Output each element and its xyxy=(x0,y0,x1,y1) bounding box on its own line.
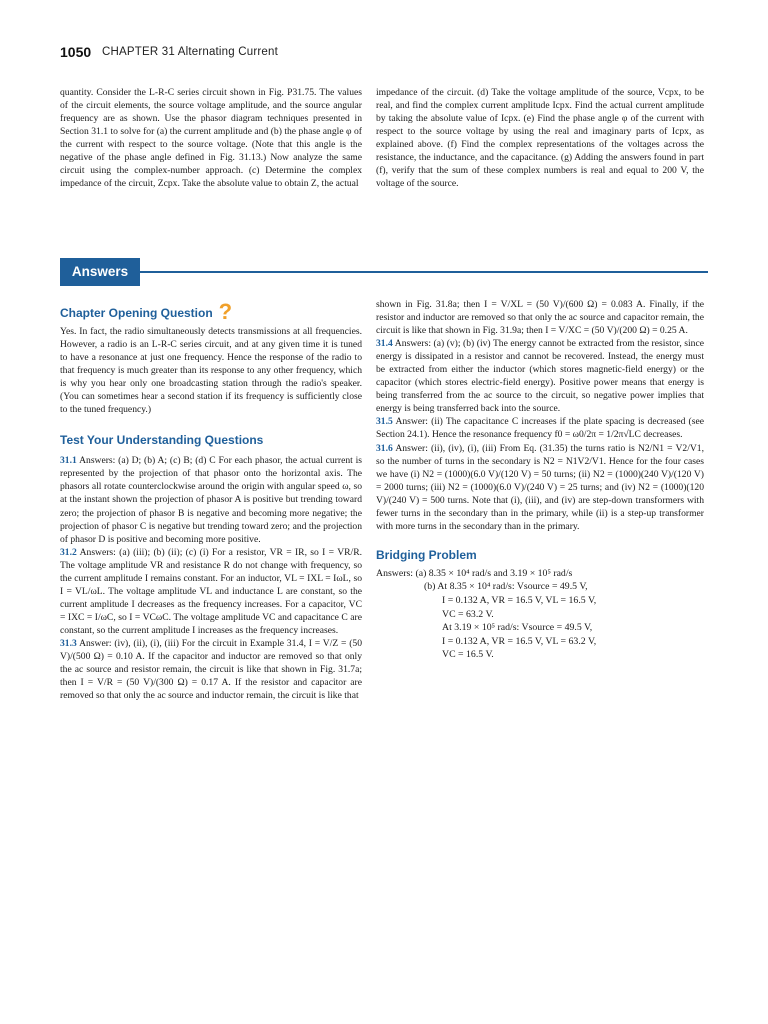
tyu-item-31-6: 31.6 Answer: (ii), (iv), (i), (iii) From Eq. (31.35) the turns ratio is N2/N1 = V2/V1, so the number of turns in the secondary is N2 = N1V2/V1. Hence for the four cases we have (i) N2 = (1000)(6.0 V)/(120 V) = 50 turns; (ii) N2 = (1000)(240 V)/(120 V) = 2000 turns; (iii) N2 = (1000)(6.0 V)/(240 V) = 25 turns; and (iv) N2 = (1000)(120 V)/(240 V) = 500 turns. Note that (i), (iii), and (iv) are step-down transformers with fewer turns in the secondary than in the primary, while (ii) is a step-up transformer with more turns in the secondary than in the primary. xyxy=(376,442,704,532)
chapter-opening-heading xyxy=(60,299,362,324)
bridging-line: Answers: (a) 8.35 × 10⁴ rad/s and 3.19 × 10⁵ rad/s xyxy=(376,567,573,579)
banner-rule xyxy=(140,271,708,273)
chapter-title: CHAPTER 31 Alternating Current xyxy=(102,46,279,58)
tyu-item-31-2: 31.2 Answers: (a) (iii); (b) (ii); (c) (i) For a resistor, VR = IR, so I = VR/R. The voltage amplitude VR and resistance R do not change with frequency, so the current amplitude I remains constant. For an inductor, VL = IXL = IωL, so I = VL/ωL. The voltage amplitude VL and inductance L are constant, so the current amplitude I decreases as the frequency increases. For a capacitor, VC = IXC = I/ωC, so I = VCωC. The voltage amplitude VC and capacitance C are constant, so the current amplitude I increases as the frequency increases. xyxy=(60,546,362,636)
problem-text-left xyxy=(60,86,362,190)
bridging-answers xyxy=(376,567,704,662)
right-answers-column xyxy=(376,298,704,662)
tyu-item-31-5: 31.5 Answer: (ii) The capacitance C increases if the plate spacing is decreased (see Section 24.1). Hence the resonance frequency f0 = ω0/2π = 1/2π√LC decreases. xyxy=(376,416,704,441)
bridging-line: VC = 16.5 V. xyxy=(442,649,494,661)
tyu-item-31-1: 31.1 Answers: (a) D; (b) A; (c) B; (d) C For each phasor, the actual current is represented by the projection of that phasor onto the horizontal axis. The phasors all rotate counterclockwise around the origin with angular speed ω, so at the instant shown the projection of phasor A is positive but trending toward zero; the projection of phasor B is negative and becoming more negative; the projection of phasor C is negative but trending toward zero; and the projection of phasor D is positive and becoming more positive. xyxy=(60,455,363,545)
page-header xyxy=(60,44,720,64)
problem-paragraph-right: impedance of the circuit. (d) Take the voltage amplitude of the source, Vcpx, to be real, and find the complex current amplitude Icpx. Find the actual current amplitude by taking the absolute value of Icpx. (e) Find the phase angle φ of the current with respect to the source voltage by using the real and imaginary parts of Icpx, as explained above. (f) Find the complex representations of the voltages across the resistance, the inductance, and the capacitance. (g) Adding the answers found in part (f), verify that the sum of these complex numbers is real and equal to 200 V, the voltage of the source. xyxy=(376,87,704,190)
bridging-line: I = 0.132 A, VR = 16.5 V, VL = 16.5 V, xyxy=(442,595,597,607)
problem-paragraph-left: quantity. Consider the L-R-C series circuit shown in Fig. P31.75. The values of the circuit elements, the source voltage amplitude, and the source angular frequency are as shown. Use the phasor diagram techniques presented in Section 31.1 to solve for (a) the current amplitude and (b) the phase angle φ of the current with respect to the source voltage. (Note that this angle is the negative of the phase angle defined in Fig. 31.13.) Now analyze the same circuit using the complex-number approach. (c) Determine the complex impedance of the circuit, Zcpx. Take the absolute value to obtain Z, the actual xyxy=(60,87,362,190)
bridging-heading: Bridging Problem xyxy=(376,547,477,562)
left-answers-column xyxy=(60,299,363,702)
tyu-heading: Test Your Understanding Questions xyxy=(60,433,264,448)
answers-banner-label: Answers xyxy=(60,258,140,286)
problem-text-right xyxy=(376,86,704,190)
bridging-line: VC = 63.2 V. xyxy=(442,608,494,620)
bridging-line: I = 0.132 A, VR = 16.5 V, VL = 63.2 V, xyxy=(442,635,597,647)
tyu-item-31-4: 31.4 Answers: (a) (v); (b) (iv) The energy cannot be extracted from the resistor, since energy is dissipated in a resistor and cannot be recovered. Instead, the energy must be extracted from either the inductor (which stores magnetic-field energy) or the capacitor (which stores electric-field energy). Positive power means that energy is being transferred from the ac source to the circuit, so negative power implies that energy is being transferred back into the source. xyxy=(376,338,704,415)
tyu-item-31-3: 31.3 Answer: (iv), (ii), (i), (iii) For the circuit in Example 31.4, I = V/Z = (50 V)/(500 Ω) = 0.10 A. If the capacitor and inductor are removed so that only the ac source and resistor remain, the circuit is like that shown in Fig. 31.7a; then I = V/R = (50 V)/(300 Ω) = 0.17 A. If the resistor and capacitor are removed so that only the ac source and inductor remain, the circuit is like that xyxy=(60,637,362,702)
answers-banner xyxy=(60,258,708,286)
tyu-item-31-3-continued: shown in Fig. 31.8a; then I = V/XL = (50 V)/(600 Ω) = 0.083 A. Finally, if the resistor and inductor are removed so that only the ac source and capacitor remain, the circuit is like that shown in Fig. 31.9a; then I = V/XC = (50 V)/(200 Ω) = 0.25 A. xyxy=(376,299,704,337)
bridging-line: At 3.19 × 10⁵ rad/s: Vsource = 49.5 V, xyxy=(442,622,593,634)
page-number: 1050 xyxy=(60,44,92,60)
chapter-opening-answer: Yes. In fact, the radio simultaneously detects transmissions at all frequencies. However, a radio is an L-R-C series circuit, and at any given time it is tuned to have a resonance at just one frequency. Hence the response of the radio to that frequency is much greater than its response to any other frequency, which is why you hear only one broadcasting station through the radio's speaker. (You can sometimes hear a second station if its frequency is sufficiently close to the tuned frequency.) xyxy=(60,326,362,416)
bridging-line: (b) At 8.35 × 10⁴ rad/s: Vsource = 49.5 V, xyxy=(424,581,588,593)
question-mark-icon: ? xyxy=(218,299,233,324)
chapter-opening-title: Chapter Opening Question xyxy=(60,306,213,320)
